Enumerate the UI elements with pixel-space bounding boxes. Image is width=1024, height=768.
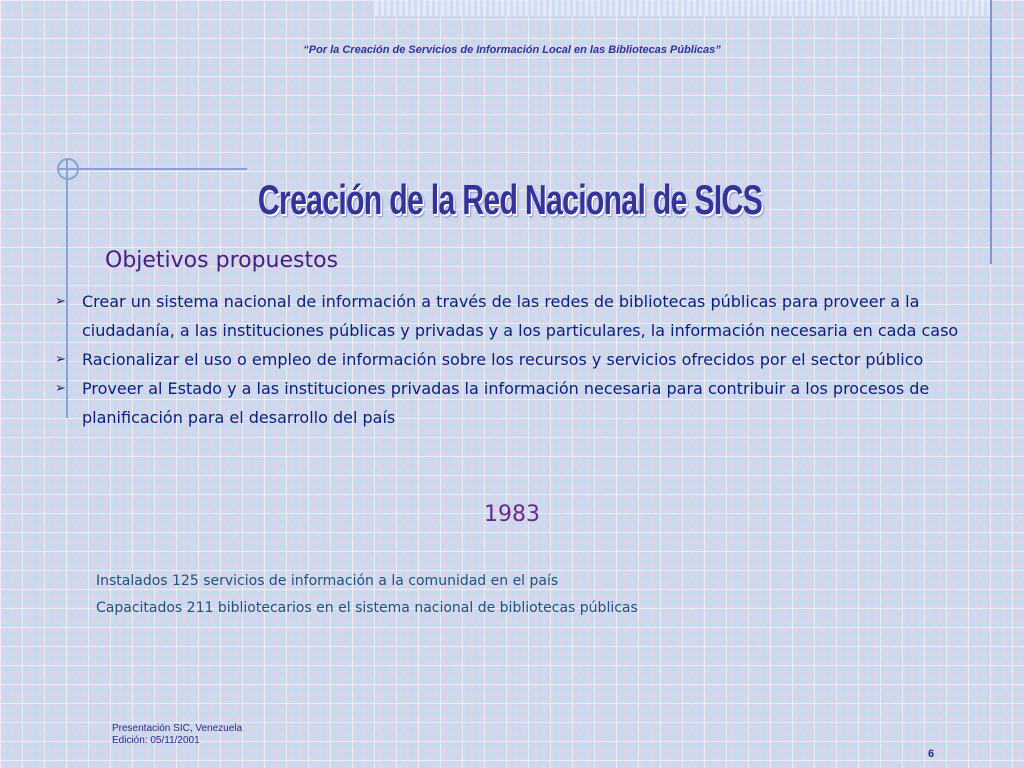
list-item [55, 374, 975, 432]
page-number: 6 [928, 748, 935, 760]
footer-edition-date: Edición: 05/11/2001 [112, 735, 200, 746]
list-item [55, 287, 975, 345]
stat-trained-librarians: Capacitados 211 bibliotecarios en el sistema nacional de bibliotecas públicas [96, 600, 638, 616]
stat-installed-services: Instalados 125 servicios de información a la comunidad en el país [96, 573, 559, 589]
slide-title: Creación de la Red Nacional de SICS [257, 176, 763, 223]
arrow-bullet-icon: ➢ [55, 381, 66, 396]
year-label: 1983 [484, 502, 540, 527]
decorative-horizontal-line [57, 168, 247, 170]
arrow-bullet-icon: ➢ [55, 352, 66, 367]
list-item-text: Proveer al Estado y a las instituciones privadas la información necesaria para contribuir a los procesos de planificación para el desarrollo del país [82, 379, 930, 427]
list-item-text: Crear un sistema nacional de información a través de las redes de bibliotecas públicas para proveer a la ciudadanía, a las instituciones públicas y privadas y a los particulares, la información necesaria en cada caso [82, 292, 959, 340]
objectives-list [55, 287, 975, 432]
header-quote: “Por la Creación de Servicios de Información Local en las Bibliotecas Públicas” [303, 44, 721, 56]
top-decorative-strip [375, 0, 990, 16]
arrow-bullet-icon: ➢ [55, 294, 66, 309]
section-heading: Objetivos propuestos [105, 248, 339, 273]
footer [112, 723, 242, 747]
footer-presentation: Presentación SIC, Venezuela [112, 723, 243, 734]
list-item [55, 345, 975, 374]
right-decorative-line [990, 0, 992, 264]
list-item-text: Racionalizar el uso o empleo de información sobre los recursos y servicios ofrecidos por el sector público [82, 350, 924, 369]
